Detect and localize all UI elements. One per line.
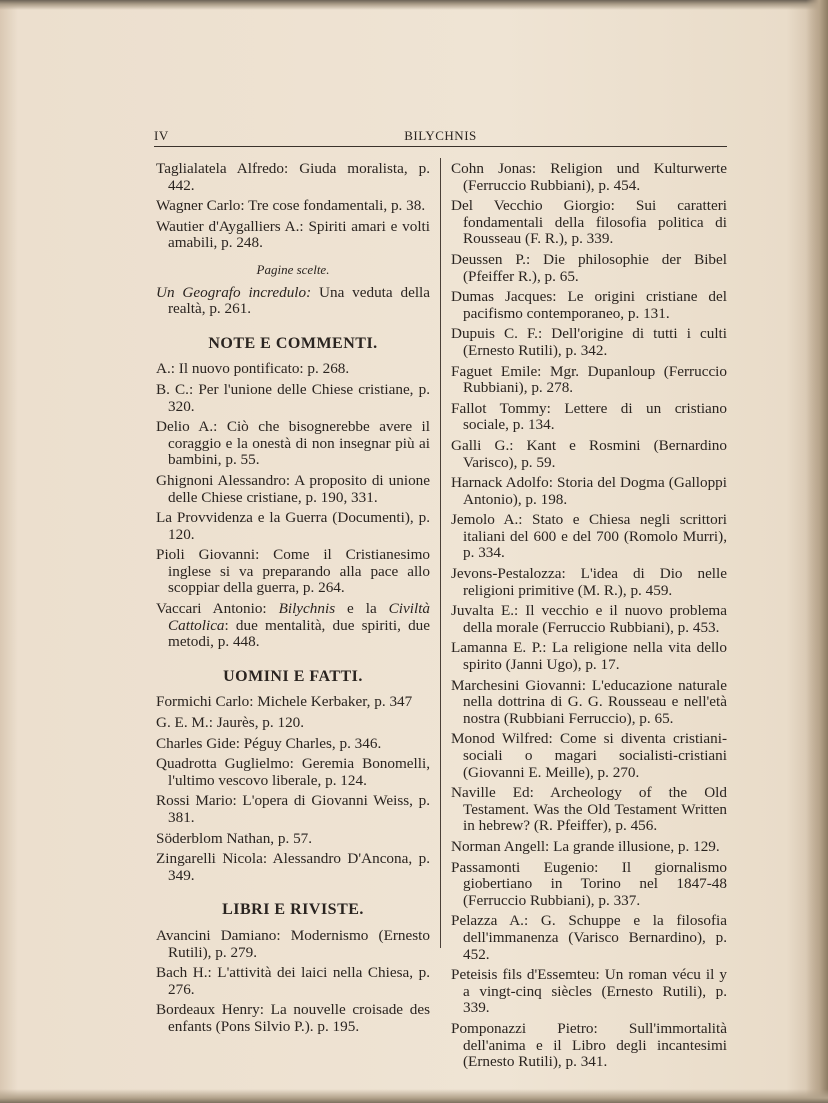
- index-entry: Rossi Mario: L'opera di Giovanni Weiss, p. 381.: [156, 792, 430, 826]
- entry-text: Una veduta della realtà, p. 261.: [168, 283, 430, 318]
- index-entry: Faguet Emile: Mgr. Dupanloup (Ferruccio Rubbiani), p. 278.: [451, 362, 727, 397]
- section-heading: UOMINI E FATTI.: [223, 667, 363, 685]
- index-entry: A.: Il nuovo pontificato: p. 268.: [156, 360, 350, 378]
- page-top-edge: [0, 0, 828, 10]
- index-entry: Avancini Damiano: Modernismo (Ernesto Rutili), p. 279.: [156, 926, 430, 961]
- index-entry: Fallot Tommy: Lettere di un cristiano sociale, p. 134.: [451, 399, 727, 434]
- index-entry: Peteisis fils d'Essemteu: Un roman vécu il y a vingt-cinq siècles (Ernesto Rutili), p. 339.: [451, 966, 727, 1017]
- index-entry: Pioli Giovanni: Come il Cristianesimo inglese si va preparando alla pace allo scoppiar della guerra, p. 264.: [156, 546, 430, 597]
- index-entry: Wautier d'Aygalliers A.: Spiriti amari e volti amabili, p. 248.: [156, 217, 430, 252]
- page-bottom-edge: [0, 1089, 828, 1103]
- page-number: IV: [154, 128, 169, 143]
- journal-title: BILYCHNIS: [404, 128, 477, 143]
- index-entry: Jevons-Pestalozza: L'idea di Dio nelle religioni primitive (M. R.), p. 459.: [451, 565, 727, 599]
- index-entry: Pomponazzi Pietro: Sull'immortalità dell'anima e il Libro degli incantesimi (Ernesto Rutili), p. 341.: [451, 1019, 727, 1071]
- entry-italic-title: Bilychnis: [278, 600, 336, 618]
- index-entry: [156, 601, 430, 651]
- column-divider: [440, 158, 441, 948]
- index-entry: Marchesini Giovanni: L'educazione naturale nella dottrina di G. G. Rousseau e nell'età nostra (Rubbiani Ferruccio), p. 65.: [451, 676, 727, 727]
- index-entry: La Provvidenza e la Guerra (Documenti), p. 120.: [156, 509, 430, 543]
- index-entry: Norman Angell: La grande illusione, p. 129.: [451, 837, 720, 855]
- index-entry: B. C.: Per l'unione delle Chiese cristiane, p. 320.: [156, 380, 430, 415]
- entry-italic-title: Un Geografo incredulo:: [156, 283, 312, 301]
- index-entry: Monod Wilfred: Come si diventa cristiani-sociali o magari socialisti-cristiani (Giovanni E. Meille), p. 270.: [451, 730, 727, 781]
- section-heading: NOTE E COMMENTI.: [208, 334, 378, 352]
- right-column: [451, 161, 727, 1075]
- index-entry: Del Vecchio Giorgio: Sui caratteri fondamentali della filosofia politica di Rousseau (F. R.), p. 339.: [451, 197, 727, 248]
- index-entry: Charles Gide: Péguy Charles, p. 346.: [156, 734, 382, 752]
- index-entry: Bach H.: L'attività dei laici nella Chiesa, p. 276.: [156, 964, 430, 998]
- index-entry: Quadrotta Guglielmo: Geremia Bonomelli, l'ultimo vescovo liberale, p. 124.: [156, 755, 430, 789]
- index-entry: Passamonti Eugenio: Il giornalismo giobertiano in Torino nel 1847-48 (Ferruccio Rubbiani), p. 337.: [451, 858, 727, 909]
- index-entry: Söderblom Nathan, p. 57.: [156, 829, 313, 847]
- entry-text: e la: [335, 600, 389, 618]
- page-right-edge: [806, 0, 828, 1103]
- index-entry: Galli G.: Kant e Rosmini (Bernardino Varisco), p. 59.: [451, 436, 727, 471]
- index-entry: Delio A.: Ciò che bisognerebbe avere il coraggio e la onestà di non insegnar più ai bambini, p. 55.: [156, 418, 430, 469]
- index-entry: Jemolo A.: Stato e Chiesa negli scrittori italiani del 600 e del 700 (Romolo Murri), p. 334.: [451, 511, 727, 562]
- index-entry: Bordeaux Henry: La nouvelle croisade des enfants (Pons Silvio P.). p. 195.: [156, 1001, 430, 1035]
- index-entry: Ghignoni Alessandro: A proposito di unione delle Chiese cristiane, p. 190, 331.: [156, 471, 430, 506]
- subsection-heading: Pagine scelte.: [256, 261, 330, 277]
- index-entry: Wagner Carlo: Tre cose fondamentali, p. 38.: [156, 197, 426, 215]
- entry-text: : due mentalità, due spiriti, due metodi, p. 448.: [168, 616, 430, 651]
- index-entry: G. E. M.: Jaurès, p. 120.: [156, 714, 305, 732]
- index-entry: Juvalta E.: Il vecchio e il nuovo problema della morale (Ferruccio Rubbiani), p. 453.: [451, 602, 727, 636]
- running-header: [154, 124, 727, 147]
- index-entry: Pelazza A.: G. Schuppe e la filosofia dell'immanenza (Varisco Bernardino), p. 452.: [451, 912, 727, 963]
- section-heading: LIBRI E RIVISTE.: [222, 901, 364, 919]
- index-entry: Cohn Jonas: Religion und Kulturwerte (Ferruccio Rubbiani), p. 454.: [451, 160, 727, 194]
- index-entry: Deussen P.: Die philosophie der Bibel (Pfeiffer R.), p. 65.: [451, 250, 727, 285]
- index-entry: [156, 285, 430, 318]
- index-entry: Harnack Adolfo: Storia del Dogma (Galloppi Antonio), p. 198.: [451, 474, 727, 508]
- index-entry: Formichi Carlo: Michele Kerbaker, p. 347: [156, 693, 413, 711]
- entry-text: Vaccari Antonio:: [156, 600, 279, 618]
- index-entry: Naville Ed: Archeology of the Old Testament. Was the Old Testament Written in hebrew? (R. Pfeiffer), p. 456.: [451, 784, 727, 835]
- index-entry: Zingarelli Nicola: Alessandro D'Ancona, p. 349.: [156, 850, 430, 884]
- index-entry: Taglialatela Alfredo: Giuda moralista, p. 442.: [156, 160, 430, 194]
- entry-italic-title: Civiltà Cattolica: [168, 600, 431, 634]
- index-entry: Dupuis C. F.: Dell'origine di tutti i culti (Ernesto Rutili), p. 342.: [451, 325, 727, 359]
- index-entry: Lamanna E. P.: La religione nella vita dello spirito (Janni Ugo), p. 17.: [451, 639, 727, 674]
- index-entry: Dumas Jacques: Le origini cristiane del pacifismo contemporaneo, p. 131.: [451, 288, 727, 322]
- left-column: [156, 161, 430, 1040]
